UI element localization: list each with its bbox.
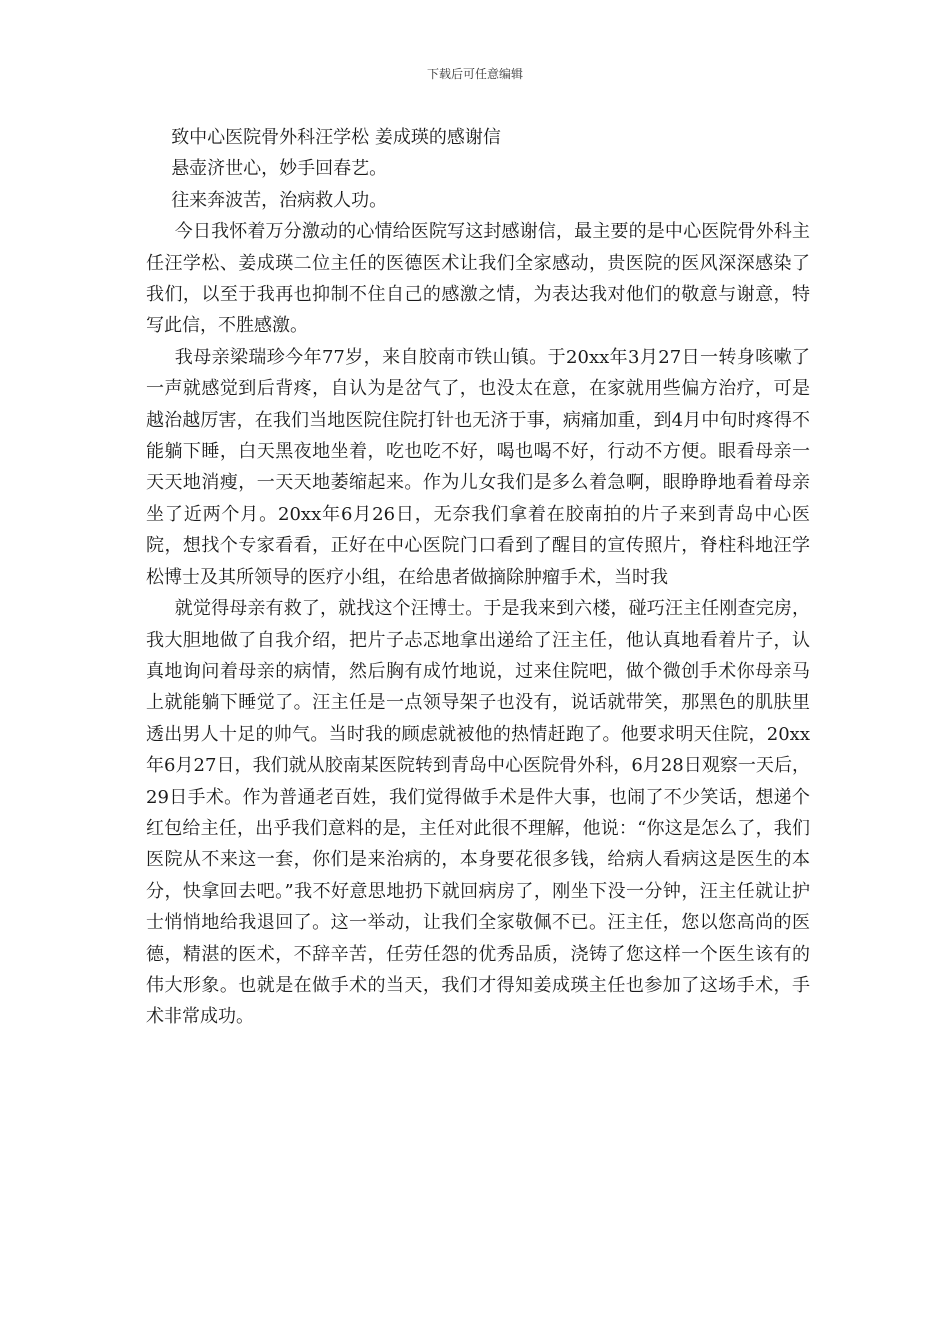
page-header: 下载后可任意编辑 bbox=[426, 67, 523, 81]
letter-body bbox=[146, 122, 810, 1033]
paragraph-mother-illness: 我母亲梁瑞珍今年77岁，来自胶南市铁山镇。于20xx年3月27日一转身咳嗽了一声就感觉到后背疼，自认为是岔气了，也没太在意，在家就用些偏方治疗，可是越治越厉害，在我们当地医院住院打针也无济于事，病痛加重，到4月中旬时疼得不能躺下睡，白天黑夜地坐着，吃也吃不好，喝也喝不好，行动不方便。眼看母亲一天天地消瘦，一天天地萎缩起来。作为儿女我们是多么着急啊，眼睁睁地看着母亲坐了近两个月。20xx年6月26日，无奈我们拿着在胶南拍的片子来到青岛中心医院，想找个专家看看，正好在中心医院门口看到了醒目的宣传照片，脊柱科地汪学松博士及其所领导的医疗小组，在给患者做摘除肿瘤手术，当时我 bbox=[146, 346, 810, 588]
paragraph-surgery: 就觉得母亲有救了，就找这个汪博士。于是我来到六楼，碰巧汪主任刚查完房，我大胆地做了自我介绍，把片子忐忑地拿出递给了汪主任，他认真地看着片子，认真地询问着母亲的病情，然后胸有成竹地说，过来住院吧，做个微创手术你母亲马上就能躺下睡觉了。汪主任是一点领导架子也没有，说话就带笑，那黑色的肌肤里透出男人十足的帅气。当时我的顾虑就被他的热情赶跑了。他要求明天住院，20xx年6月27日，我们就从胶南某医院转到青岛中心医院骨外科，6月28日观察一天后，29日手术。作为普通老百姓，我们觉得做手术是件大事，也闹了不少笑话，想递个红包给主任，出乎我们意料的是，主任对此很不理解，他说：“你这是怎么了，我们医院从不来这一套，你们是来治病的，本身要花很多钱，给病人看病这是医生的本分，快拿回去吧。”我不好意思地扔下就回病房了，刚坐下没一分钟，汪主任就让护士悄悄地给我退回了。这一举动，让我们全家敬佩不已。汪主任，您以您高尚的医德，精湛的医术，不辞辛苦，任劳任怨的优秀品质，浇铸了您这样一个医生该有的伟大形象。也就是在做手术的当天，我们才得知姜成瑛主任也参加了这场手术，手术非常成功。 bbox=[146, 598, 810, 1028]
verse-line-2: 往来奔波苦，治病救人功。 bbox=[171, 189, 388, 211]
paragraph-intro: 今日我怀着万分激动的心情给医院写这封感谢信，最主要的是中心医院骨外科主任汪学松、姜成瑛二位主任的医德医术让我们全家感动，贵医院的医风深深感染了我们，以至于我再也抑制不住自己的感激之情，为表达我对他们的敬意与谢意，特写此信，不胜感激。 bbox=[146, 221, 810, 337]
verse-line-1: 悬壶济世心，妙手回春艺。 bbox=[171, 158, 388, 180]
letter-title: 致中心医院骨外科汪学松 姜成瑛的感谢信 bbox=[171, 127, 501, 148]
